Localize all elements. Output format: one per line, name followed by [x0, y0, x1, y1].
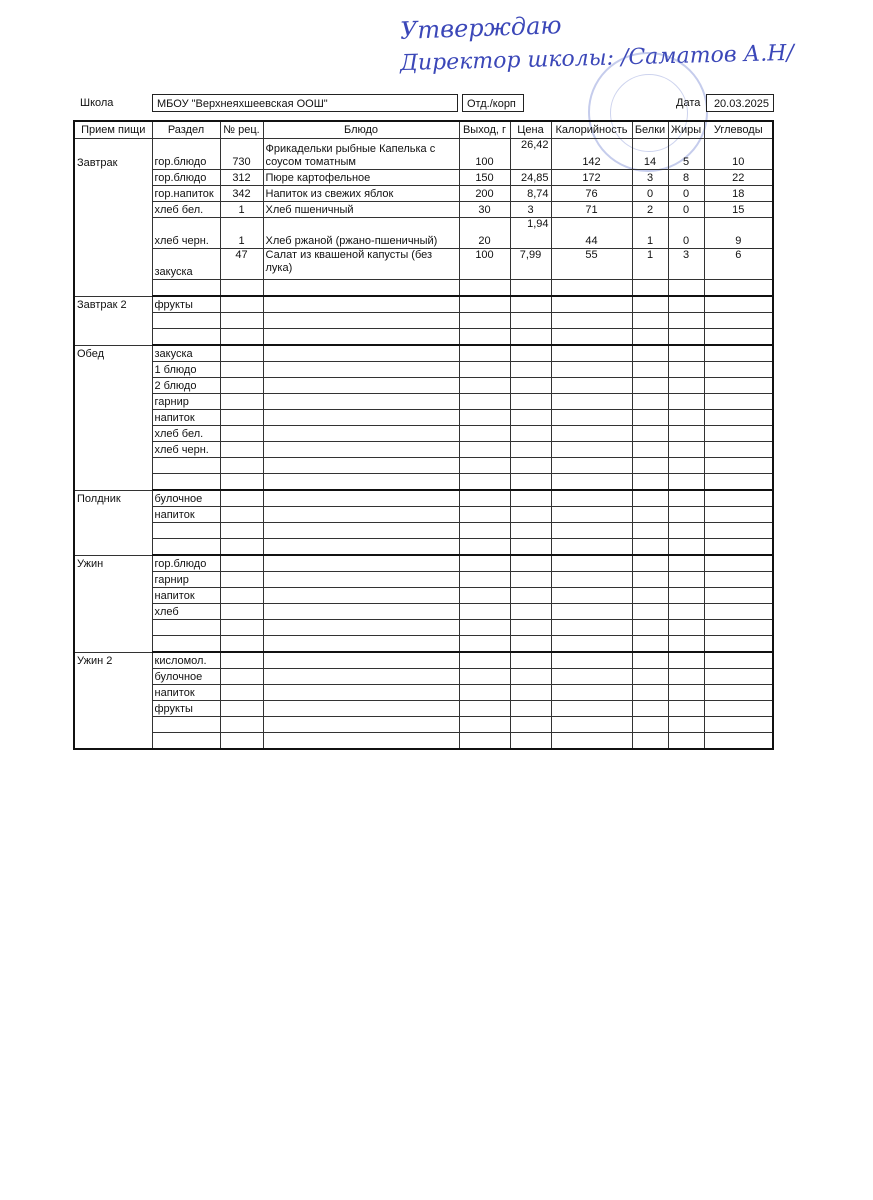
table-row: [74, 458, 773, 474]
meal-label: Завтрак 2: [74, 296, 152, 345]
table-row: [74, 218, 773, 249]
table-row: [74, 202, 773, 218]
section-cell: закуска: [152, 249, 220, 280]
section-cell: гарнир: [152, 572, 220, 588]
section-cell: закуска: [152, 345, 220, 362]
section-cell: напиток: [152, 588, 220, 604]
date-field: 20.03.2025: [706, 94, 774, 112]
section-cell: хлеб бел.: [152, 426, 220, 442]
kcal-cell: 55: [551, 249, 632, 280]
col-dish: Блюдо: [263, 121, 459, 139]
col-protein: Белки: [632, 121, 668, 139]
meal-label: Ужин 2: [74, 652, 152, 749]
table-row: [74, 701, 773, 717]
yield-cell: 150: [459, 170, 510, 186]
table-row: [74, 588, 773, 604]
table-row: [74, 186, 773, 202]
table-row: [74, 555, 773, 572]
table-row: [74, 426, 773, 442]
carbs-cell: 22: [704, 170, 773, 186]
price-cell: 8,74: [510, 186, 551, 202]
dish-cell: Пюре картофельное: [263, 170, 459, 186]
col-fat: Жиры: [668, 121, 704, 139]
fat-cell: 0: [668, 202, 704, 218]
dish-cell: Хлеб пшеничный: [263, 202, 459, 218]
meal-label: Ужин: [74, 555, 152, 652]
handwritten-director-signature: Директор школы: /Саматов А.Н/: [399, 40, 795, 77]
table-row: [74, 442, 773, 458]
price-cell: 3: [510, 202, 551, 218]
kcal-cell: 142: [551, 139, 632, 170]
table-row: [74, 313, 773, 329]
department-field: Отд./корп: [462, 94, 524, 112]
protein-cell: 3: [632, 170, 668, 186]
section-cell: напиток: [152, 685, 220, 701]
section-cell: гарнир: [152, 394, 220, 410]
kcal-cell: 71: [551, 202, 632, 218]
section-cell: напиток: [152, 410, 220, 426]
table-row: [74, 507, 773, 523]
section-cell: хлеб черн.: [152, 218, 220, 249]
meal-label: Полдник: [74, 490, 152, 555]
table-row: [74, 733, 773, 750]
table-row: [74, 685, 773, 701]
table-row: [74, 410, 773, 426]
section-cell: хлеб бел.: [152, 202, 220, 218]
handwritten-approval: Утверждаю: [399, 11, 563, 45]
recipe-cell: 1: [220, 202, 263, 218]
table-row: [74, 362, 773, 378]
table-row: [74, 394, 773, 410]
carbs-cell: 15: [704, 202, 773, 218]
table-row: [74, 139, 773, 170]
protein-cell: 1: [632, 249, 668, 280]
table-row: [74, 652, 773, 669]
section-cell: фрукты: [152, 701, 220, 717]
section-cell: напиток: [152, 507, 220, 523]
col-kcal: Калорийность: [551, 121, 632, 139]
dish-cell: Хлеб ржаной (ржано-пшеничный): [263, 218, 459, 249]
yield-cell: 30: [459, 202, 510, 218]
school-label: Школа: [80, 97, 114, 109]
carbs-cell: 18: [704, 186, 773, 202]
table-row: [74, 604, 773, 620]
menu-table: [73, 120, 774, 750]
date-label: Дата: [676, 97, 701, 109]
section-cell: хлеб черн.: [152, 442, 220, 458]
table-row: [74, 523, 773, 539]
protein-cell: 14: [632, 139, 668, 170]
table-row: [74, 296, 773, 313]
yield-cell: 200: [459, 186, 510, 202]
meal-label: Обед: [74, 345, 152, 490]
col-recipe: № рец.: [220, 121, 263, 139]
col-section: Раздел: [152, 121, 220, 139]
col-meal: Прием пищи: [74, 121, 152, 139]
table-header-row: [74, 121, 773, 139]
table-row: [74, 249, 773, 280]
fat-cell: 0: [668, 186, 704, 202]
table-row: [74, 717, 773, 733]
section-cell: кисломол.: [152, 652, 220, 669]
table-row: [74, 280, 773, 297]
section-cell: хлеб: [152, 604, 220, 620]
col-price: Цена: [510, 121, 551, 139]
kcal-cell: 44: [551, 218, 632, 249]
section-cell: фрукты: [152, 296, 220, 313]
table-row: [74, 539, 773, 556]
table-row: [74, 636, 773, 653]
school-name-field: МБОУ "Верхнеяхшеевская ООШ": [152, 94, 458, 112]
section-cell: 1 блюдо: [152, 362, 220, 378]
table-row: [74, 669, 773, 685]
fat-cell: 3: [668, 249, 704, 280]
meal-label: Завтрак: [74, 139, 152, 297]
carbs-cell: 6: [704, 249, 773, 280]
yield-cell: 100: [459, 139, 510, 170]
recipe-cell: 730: [220, 139, 263, 170]
col-carbs: Углеводы: [704, 121, 773, 139]
kcal-cell: 172: [551, 170, 632, 186]
price-cell: 7,99: [510, 249, 551, 280]
recipe-cell: 1: [220, 218, 263, 249]
section-cell: булочное: [152, 490, 220, 507]
section-cell: булочное: [152, 669, 220, 685]
table-row: [74, 378, 773, 394]
price-cell: 1,94: [510, 218, 551, 249]
protein-cell: 1: [632, 218, 668, 249]
dish-cell: Напиток из свежих яблок: [263, 186, 459, 202]
price-cell: 24,85: [510, 170, 551, 186]
fat-cell: 5: [668, 139, 704, 170]
recipe-cell: 342: [220, 186, 263, 202]
section-cell: 2 блюдо: [152, 378, 220, 394]
fat-cell: 0: [668, 218, 704, 249]
table-row: [74, 345, 773, 362]
carbs-cell: 9: [704, 218, 773, 249]
section-cell: гор.блюдо: [152, 170, 220, 186]
table-row: [74, 170, 773, 186]
yield-cell: 20: [459, 218, 510, 249]
section-cell: гор.блюдо: [152, 139, 220, 170]
table-row: [74, 490, 773, 507]
col-yield: Выход, г: [459, 121, 510, 139]
protein-cell: 0: [632, 186, 668, 202]
table-row: [74, 620, 773, 636]
protein-cell: 2: [632, 202, 668, 218]
section-cell: гор.напиток: [152, 186, 220, 202]
table-row: [74, 474, 773, 491]
table-row: [74, 329, 773, 346]
yield-cell: 100: [459, 249, 510, 280]
section-cell: гор.блюдо: [152, 555, 220, 572]
dish-cell: Салат из квашеной капусты (без лука): [263, 249, 459, 280]
dish-cell: Фрикадельки рыбные Капелька с соусом томатным: [263, 139, 459, 170]
carbs-cell: 10: [704, 139, 773, 170]
recipe-cell: 47: [220, 249, 263, 280]
fat-cell: 8: [668, 170, 704, 186]
kcal-cell: 76: [551, 186, 632, 202]
recipe-cell: 312: [220, 170, 263, 186]
table-row: [74, 572, 773, 588]
price-cell: 26,42: [510, 139, 551, 170]
